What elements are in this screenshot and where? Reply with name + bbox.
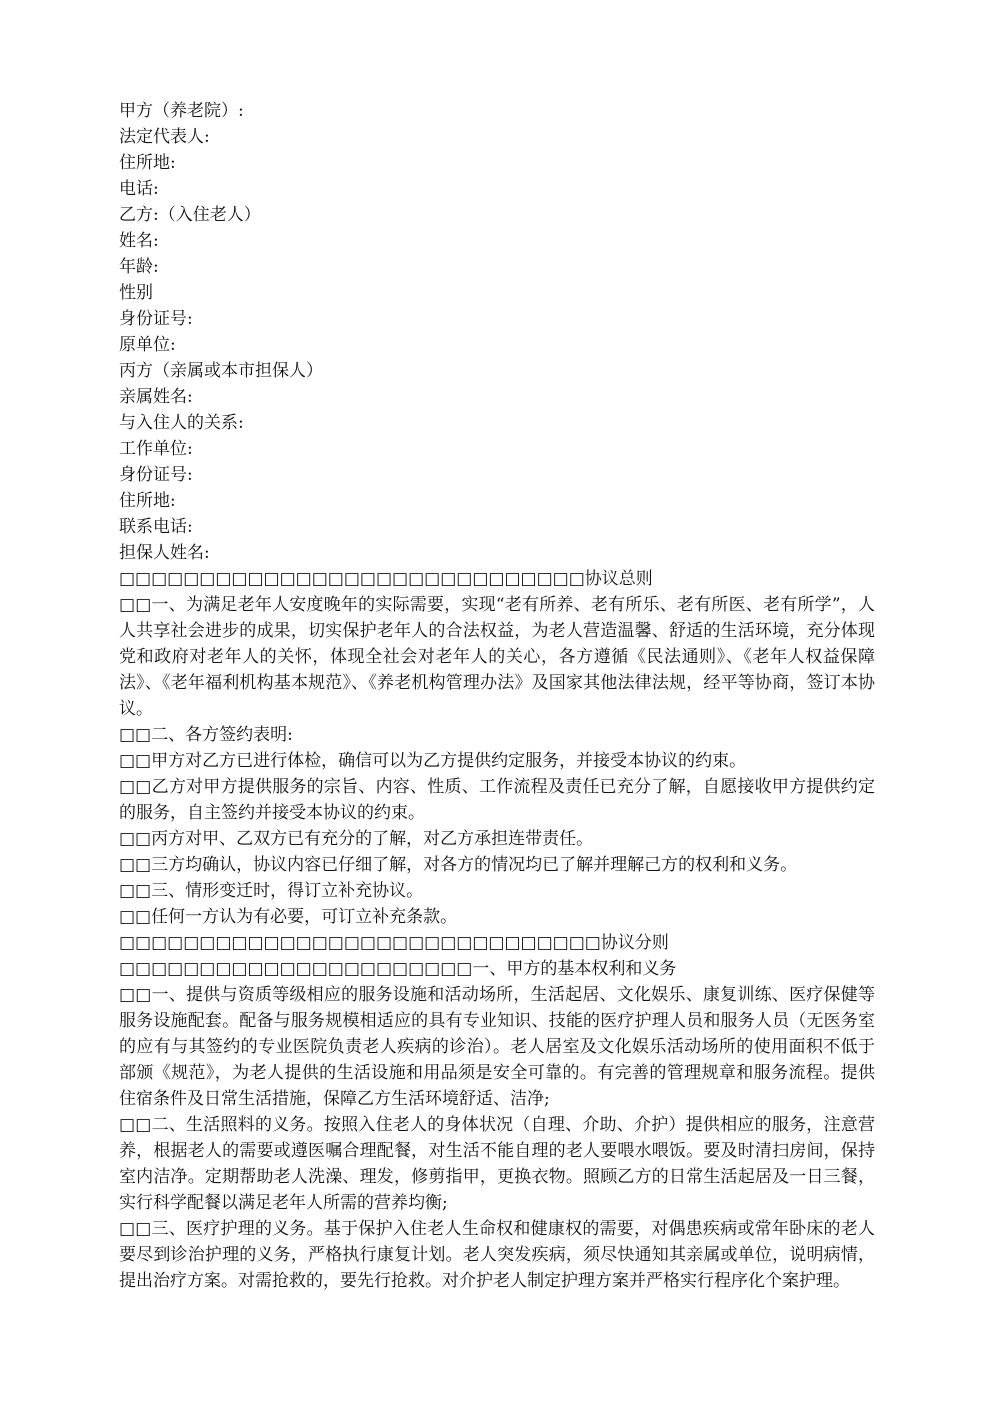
field-former-unit: 原单位:	[119, 335, 176, 355]
field-address-c: 住所地:	[119, 491, 176, 511]
general-paragraph-5: □□丙方对甲、乙双方已有充分的了解，对乙方承担连带责任。	[119, 829, 594, 849]
field-gender: 性别	[119, 283, 153, 303]
field-legal-rep: 法定代表人:	[119, 127, 210, 147]
general-paragraph-1: □□一、为满足老年人安度晚年的实际需要，实现“老有所养、老有所乐、老有所医、老有所学”，人人共享社会进步的成果，切实保护老年人的合法权益，为老人营造温馨、舒适的生活环境，充分体现党和政府对老年人的关怀，体现全社会对老年人的关心，各方遵循《民法通则》、《老年人权益保障法》、《老年福利机构基本规范》、《养老机构管理办法》及国家其他法律法规，经平等协商，签订本协议。	[119, 595, 875, 719]
detail-heading: □□□□□□□□□□□□□□□□□□□□□□□□□□□□□□协议分则	[119, 933, 669, 953]
field-relative-name: 亲属姓名:	[119, 387, 193, 407]
field-address-a: 住所地:	[119, 153, 176, 173]
field-id-b: 身份证号:	[119, 309, 193, 329]
general-paragraph-4: □□乙方对甲方提供服务的宗旨、内容、性质、工作流程及责任已充分了解，自愿接收甲方提供约定的服务，自主签约并接受本协议的约束。	[119, 777, 875, 823]
field-work-unit: 工作单位:	[119, 439, 193, 459]
detail-paragraph-2: □□二、生活照料的义务。按照入住老人的身体状况（自理、介助、介护）提供相应的服务，注意营养，根据老人的需要或遵医嘱合理配餐，对生活不能自理的老人要喂水喂饭。要及时清扫房间，保持室内洁净。定期帮助老人洗澡、理发，修剪指甲，更换衣物。照顾乙方的日常生活起居及一日三餐，实行科学配餐以满足老年人所需的营养均衡;	[119, 1115, 875, 1213]
general-paragraph-3: □□甲方对乙方已进行体检，确信可以为乙方提供约定服务，并接受本协议的约束。	[119, 751, 747, 771]
field-guarantor-name: 担保人姓名:	[119, 543, 210, 563]
field-party-b: 乙方:（入住老人）	[119, 205, 261, 225]
general-paragraph-2: □□二、各方签约表明:	[119, 725, 293, 745]
contract-document	[119, 98, 875, 1294]
field-relationship: 与入住人的关系:	[119, 413, 244, 433]
field-party-c: 丙方（亲属或本市担保人）	[119, 361, 323, 381]
field-phone-a: 电话:	[119, 179, 159, 199]
general-paragraph-8: □□任何一方认为有必要，可订立补充条款。	[119, 907, 458, 927]
field-party-a: 甲方（养老院）:	[119, 101, 244, 121]
field-name: 姓名:	[119, 231, 159, 251]
detail-subheading: □□□□□□□□□□□□□□□□□□□□□□一、甲方的基本权利和义务	[119, 959, 677, 979]
general-paragraph-6: □□三方均确认，协议内容已仔细了解，对各方的情况均已了解并理解己方的权利和义务。	[119, 855, 798, 875]
detail-paragraph-1: □□一、提供与资质等级相应的服务设施和活动场所，生活起居、文化娱乐、康复训练、医疗保健等服务设施配套。配备与服务规模相适应的具有专业知识、技能的医疗护理人员和服务人员（无医务室的应有与其签约的专业医院负责老人疾病的诊治）。老人居室及文化娱乐活动场所的使用面积不低于部颁《规范》，为老人提供的生活设施和用品须是安全可靠的。有完善的管理规章和服务流程。提供住宿条件及日常生活措施，保障乙方生活环境舒适、洁净;	[119, 985, 875, 1109]
field-contact-phone: 联系电话:	[119, 517, 193, 537]
general-paragraph-7: □□三、情形变迁时，得订立补充协议。	[119, 881, 424, 901]
field-id-c: 身份证号:	[119, 465, 193, 485]
detail-paragraph-3: □□三、医疗护理的义务。基于保护入住老人生命权和健康权的需要，对偶患疾病或常年卧床的老人要尽到诊治护理的义务，严格执行康复计划。老人突发疾病，须尽快通知其亲属或单位，说明病情，提出治疗方案。对需抢救的，要先行抢救。对介护老人制定护理方案并严格实行程序化个案护理。	[119, 1219, 875, 1291]
field-age: 年龄:	[119, 257, 159, 277]
general-heading: □□□□□□□□□□□□□□□□□□□□□□□□□□□□□协议总则	[119, 569, 653, 589]
